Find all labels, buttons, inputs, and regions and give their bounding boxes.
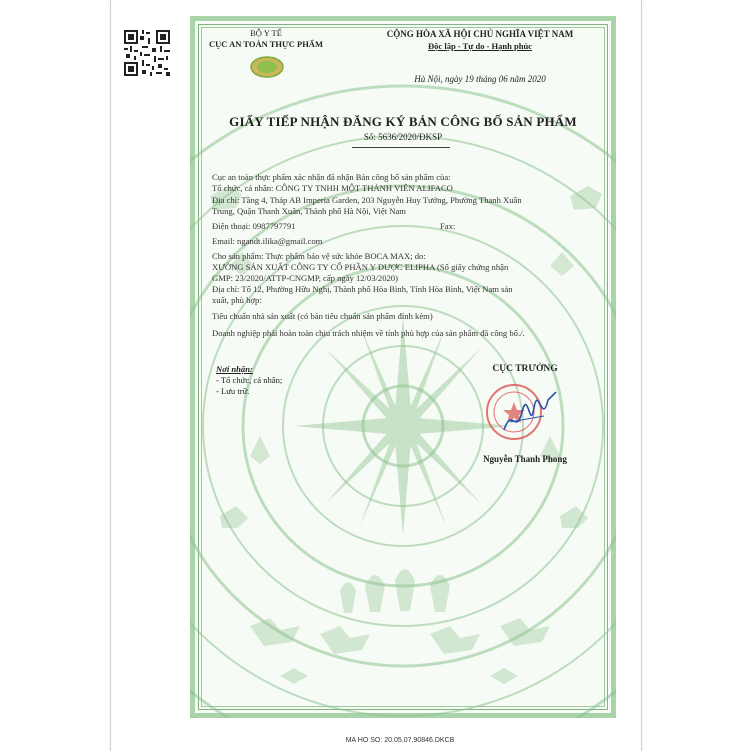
country-name: CỘNG HÒA XÃ HỘI CHỦ NGHĨA VIỆT NAM xyxy=(386,29,574,39)
organization-line: Tổ chức, cá nhân: CÔNG TY TNHH MỘT THÀNH VIÊN ALIFACO xyxy=(212,183,453,193)
department-name: CỤC AN TOÀN THỰC PHẨM xyxy=(209,39,323,49)
manufacturer-address-1: Địa chỉ: Tổ 12, Phường Hữu Nghị, Thành phố Hòa Bình, Tỉnh Hòa Bình, Việt Nam sản xyxy=(212,284,513,294)
handwritten-signature xyxy=(500,386,560,446)
product-line: Cho sản phẩm: Thực phẩm bảo vệ sức khỏe BOCA MAX; do: xyxy=(212,251,426,261)
intro-line: Cục an toàn thực phẩm xác nhận đã nhận Bản công bố sản phẩm của: xyxy=(212,172,451,182)
document-number: Số: 5636/2020/ĐKSP xyxy=(363,132,443,142)
address-line-2: Trung, Quận Thanh Xuân, Thành phố Hà Nội, Việt Nam xyxy=(212,206,406,216)
address-line-1: Địa chỉ: Tầng 4, Tháp AB Imperia Garden, 203 Nguyễn Huy Tưởng, Phường Thanh Xuân xyxy=(212,195,522,205)
qr-code xyxy=(122,28,172,78)
manufacturer-line-1: XƯỞNG SẢN XUẤT CÔNG TY CỔ PHẦN Y DƯỢC ELIPHA (Số giấy chứng nhận xyxy=(212,262,509,272)
email-line: Email: ngandt.ilika@gmail.com xyxy=(212,236,323,246)
manufacturer-address-2: xuất, phù hợp: xyxy=(212,295,262,305)
standard-line: Tiêu chuẩn nhà sản xuất (có bản tiêu chuẩn sản phẩm đính kèm) xyxy=(212,311,433,321)
title-divider xyxy=(352,147,450,148)
manufacturer-line-2: GMP: 23/2020/ATTP-CNGMP, cấp ngày 12/03/2020) xyxy=(212,273,398,283)
agency-logo xyxy=(250,56,284,78)
national-motto: Độc lập - Tự do - Hạnh phúc xyxy=(428,41,532,51)
issue-date: Hà Nội, ngày 19 tháng 06 năm 2020 xyxy=(414,74,546,84)
recipient-item: - Lưu trữ. xyxy=(216,386,250,396)
ministry-name: BỘ Y TẾ xyxy=(250,28,282,38)
phone-line: Điện thoại: 0987797791 xyxy=(212,221,296,231)
fax-line: Fax: xyxy=(440,221,456,231)
country-header xyxy=(350,28,610,52)
document-title: GIẤY TIẾP NHẬN ĐĂNG KÝ BẢN CÔNG BỐ SẢN PHẨM xyxy=(229,114,577,129)
signer-title: CỤC TRƯỞNG xyxy=(492,364,558,374)
dossier-code: MA HO SO: 20.05.07.90846.DKCB xyxy=(345,737,455,744)
responsibility-line: Doanh nghiệp phải hoàn toàn chịu trách nhiệm về tính phù hợp của sản phẩm đã công bố./. xyxy=(212,328,525,338)
recipients-label: Nơi nhận: xyxy=(216,364,253,374)
signer-name: Nguyễn Thanh Phong xyxy=(483,454,567,464)
issuer-header xyxy=(206,28,326,50)
recipient-item: - Tổ chức, cá nhân; xyxy=(216,375,283,385)
